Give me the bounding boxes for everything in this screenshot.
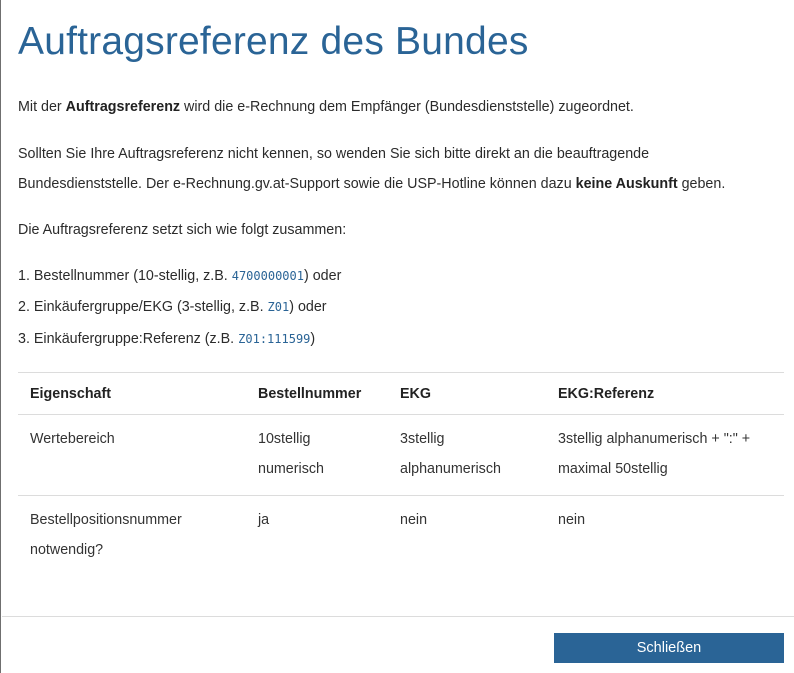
unknown-paragraph-line1: Sollten Sie Ihre Auftragsreferenz nicht kennen, so wenden Sie sich bitte direkt an die beauftragende (18, 146, 650, 162)
footer-divider (2, 616, 794, 617)
cell-text: nein (400, 512, 428, 528)
intro-text-pre: Mit der (18, 99, 66, 115)
modal-title: Auftragsreferenz des Bundes (18, 20, 529, 63)
option-text: 2. Einkäufergruppe/EKG (3-stellig, z.B. (18, 299, 268, 315)
cell-text: alphanumerisch (400, 461, 501, 477)
cell-ekg (388, 496, 546, 577)
cell-bestellnummer (246, 496, 388, 577)
option-text: ) oder (303, 268, 342, 284)
unknown-paragraph-line2 (18, 169, 725, 199)
close-button[interactable]: Schließen (554, 633, 784, 663)
table-row (18, 415, 784, 496)
unknown-text-bold: keine Auskunft (575, 176, 678, 192)
cell-text: notwendig? (30, 542, 104, 558)
cell-eigenschaft (18, 415, 246, 496)
cell-text: Bestellpositionsnummer (30, 512, 182, 528)
option-text: 3. Einkäufergruppe:Referenz (z.B. (18, 331, 239, 347)
unknown-text-post: geben. (677, 176, 726, 192)
composition-intro: Die Auftragsreferenz setzt sich wie folgt zusammen: (18, 222, 347, 238)
cell-text: Wertebereich (30, 431, 115, 447)
cell-bestellnummer (246, 415, 388, 496)
option-item-ekg-referenz (18, 324, 315, 354)
cell-ekg-referenz (546, 415, 784, 496)
column-header-eigenschaft: Eigenschaft (18, 373, 246, 415)
option-text: ) (310, 331, 316, 347)
option-code-example: 4700000001 (231, 269, 304, 283)
option-text: ) oder (289, 299, 327, 315)
table-header-row (18, 373, 784, 415)
cell-text: nein (558, 512, 586, 528)
column-header-ekg: EKG (388, 373, 546, 415)
option-code-example: Z01 (267, 300, 290, 314)
cell-text: 3stellig alphanumerisch + ":" + (558, 431, 751, 447)
option-code-example: Z01:111599 (238, 332, 311, 346)
intro-text-bold: Auftragsreferenz (65, 99, 181, 115)
option-item-bestellnummer (18, 261, 341, 291)
intro-paragraph (18, 92, 634, 122)
cell-text: maximal 50stellig (558, 461, 668, 477)
column-header-bestellnummer: Bestellnummer (246, 373, 388, 415)
cell-ekg-referenz (546, 496, 784, 577)
cell-eigenschaft (18, 496, 246, 577)
column-header-ekg-referenz: EKG:Referenz (546, 373, 784, 415)
reference-table (18, 372, 784, 576)
cell-text: ja (258, 512, 270, 528)
intro-text-post: wird die e-Rechnung dem Empfänger (Bundesdienststelle) zugeordnet. (180, 99, 634, 115)
cell-ekg (388, 415, 546, 496)
option-item-ekg (18, 292, 327, 322)
table-row (18, 496, 784, 577)
cell-text: numerisch (258, 461, 324, 477)
option-text: 1. Bestellnummer (10-stellig, z.B. (18, 268, 232, 284)
cell-text: 10stellig (258, 431, 311, 447)
cell-text: 3stellig (400, 431, 445, 447)
unknown-text-pre: Bundesdienststelle. Der e-Rechnung.gv.at-Support sowie die USP-Hotline können dazu (18, 176, 576, 192)
